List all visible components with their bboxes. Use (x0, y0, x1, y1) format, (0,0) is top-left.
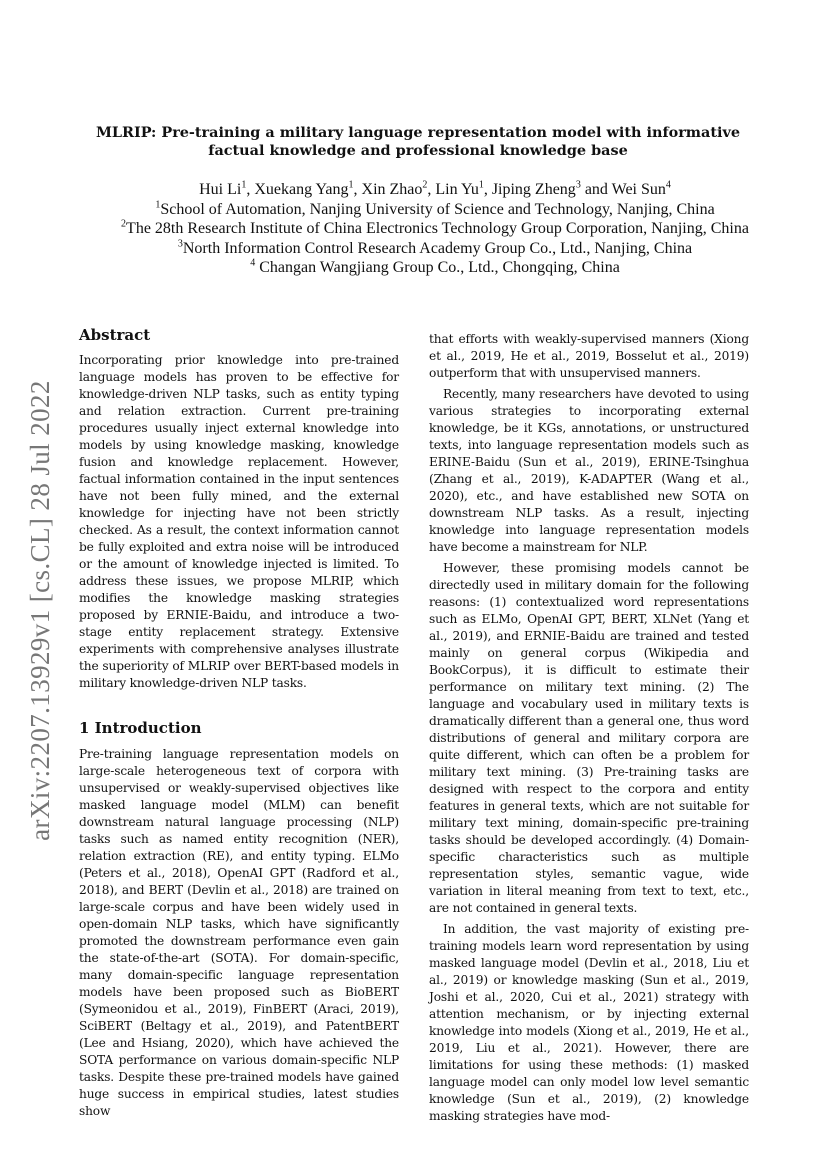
abstract-text: Incorporating prior knowledge into pre-trained language models has proven to be effective for knowledge-driven NLP tasks, such as entity typing and relation extraction. Current pre-training procedures usually inject external knowledge into models by using knowledge masking, knowledge fusion and knowledge replacement. However, factual information contained in the input sentences have not been fully mined, and the external knowledge for injecting have not been strictly checked. As a result, the context information cannot be fully exploited and extra noise will be introduced or the amount of knowledge injected is limited. To address these issues, we propose MLRIP, which modifies the knowledge masking strategies proposed by ERNIE-Baidu, and introduce a two-stage entity replacement strategy. Extensive experiments with comprehensive analyses illustrate the superiority of MLRIP over BERT-based models in military knowledge-driven NLP tasks. (79, 353, 399, 690)
body-paragraph: Recently, many researchers have devoted to using various strategies to incorporating external knowledge, be it KGs, annotations, or unstructured texts, into language representation models such as ERINE-Baidu (Sun et al., 2019), ERINE-Tsinghua (Zhang et al., 2019), K-ADAPTER (Wang et al., 2020), etc., and have established new SOTA on downstream NLP tasks. As a result, injecting knowledge into language representation models have become a mainstream for NLP. (429, 387, 749, 554)
arxiv-side-label (24, 375, 56, 845)
left-column (79, 326, 399, 1120)
introduction-paragraph: Pre-training language representation models on large-scale heterogeneous text of corpora with unsupervised or weakly-supervised objectives like masked language model (MLM) can benefit downstream natural language processing (NLP) tasks such as named entity recognition (NER), relation extraction (RE), and entity typing. ELMo (Peters et al., 2018), OpenAI GPT (Radford et al., 2018), and BERT (Devlin et al., 2018) are trained on large-scale corpus and have been widely used in open-domain NLP tasks, which have significantly promoted the downstream performance even gain the state-of-the-art (SOTA). For domain-specific, many domain-specific language representation models have been proposed such as BioBERT (Symeonidou et al., 2019), FinBERT (Araci, 2019), SciBERT (Beltagy et al., 2019), and PatentBERT (Lee and Hsiang, 2020), which have achieved the SOTA performance on various domain-specific NLP tasks. Despite these pre-trained models have gained huge success in empirical studies, latest studies show (79, 747, 399, 1118)
affiliation-mark: 3 (177, 238, 183, 250)
affiliation-mark: 2 (121, 218, 127, 230)
author-affiliation-mark: 3 (575, 179, 581, 191)
author-list: Hui Li$^1$, Xuekang Yang$^1$, Xin Zhao$^2$, Lin Yu$^1$, Jiping Zheng$^3$ and Wei Sun$^4$ (199, 179, 671, 198)
affiliation-line (70, 258, 800, 278)
author-affiliation-mark: 4 (665, 179, 671, 191)
title-line-1: MLRIP: Pre-training a military language representation model with informative (96, 124, 740, 141)
author-affiliation-mark: 1 (348, 179, 354, 191)
body-paragraph: However, these promising models cannot be directedly used in military domain for the following reasons: (1) contextualized word representations such as ELMo, OpenAI GPT, BERT, XLNet (Yang et al., 2019), and ERNIE-Baidu are trained and tested mainly on general corpus (Wikipedia and BookCorpus), it is difficult to estimate their performance on military text mining. (2) The language and vocabulary used in military texts is dramatically different than a general one, thus word distributions of general and military corpora are quite different, which can often be a problem for military text mining. (3) Pre-training tasks are designed with respect to the corpora and entity features in general texts, which are not suitable for military text mining, domain-specific pre-training tasks should be developed accordingly. (4) Domain-specific characteristics such as multiple representation styles, semantic vague, wide variation in literal meaning from text to text, etc., are not contained in general texts. (429, 561, 749, 915)
arxiv-identifier: arXiv:2207.13929v1 [cs.CL] 28 Jul 2022 (24, 379, 55, 841)
affiliation-text: North Information Control Research Academy Group Co., Ltd., Nanjing, China (182, 239, 693, 257)
affiliation-line (70, 219, 800, 239)
affiliation-mark: 4 (250, 257, 256, 269)
author-affiliation-mark: 1 (478, 179, 484, 191)
abstract-heading: Abstract (79, 326, 151, 344)
affiliation-text: School of Automation, Nanjing University of Science and Technology, Nanjing, China (160, 200, 715, 218)
title-line-2: factual knowledge and professional knowledge base (208, 142, 628, 159)
introduction-heading: 1 Introduction (79, 719, 202, 737)
right-column (429, 331, 749, 1125)
affiliation-text: Changan Wangjiang Group Co., Ltd., Chongqing, China (255, 259, 620, 276)
paper-title (80, 124, 756, 160)
author-block (70, 180, 800, 278)
author-name: Hui Li (199, 181, 242, 198)
author-name: Lin Yu (435, 181, 479, 198)
affiliation-line (70, 200, 800, 220)
body-paragraph: In addition, the vast majority of existing pre-training models learn word representation by using masked language model (Devlin et al., 2018, Liu et al., 2019) or knowledge masking (Sun et al., 2019, Joshi et al., 2020, Cui et al., 2021) strategy with attention mechanism, or by injecting external knowledge into models (Xiong et al., 2019, He et al., 2019, Liu et al., 2021). However, there are limitations for using these methods: (1) masked language model can only model low level semantic knowledge (Sun et al., 2019), (2) knowledge masking strategies have mod- (429, 922, 749, 1123)
author-name: Xuekang Yang (254, 181, 349, 198)
author-affiliation-mark: 1 (241, 179, 247, 191)
author-name: Wei Sun (611, 181, 666, 198)
author-name: Jiping Zheng (491, 181, 576, 198)
affiliation-line (70, 239, 800, 259)
author-name: Xin Zhao (361, 181, 423, 198)
body-paragraph: that efforts with weakly-supervised manners (Xiong et al., 2019, He et al., 2019, Bosselut et al., 2019) outperform that with unsupervised manners. (429, 332, 749, 380)
affiliation-mark: 1 (155, 199, 161, 211)
author-affiliation-mark: 2 (422, 179, 428, 191)
affiliation-text: The 28th Research Institute of China Electronics Technology Group Corporation, Nanjing, China (126, 220, 749, 237)
